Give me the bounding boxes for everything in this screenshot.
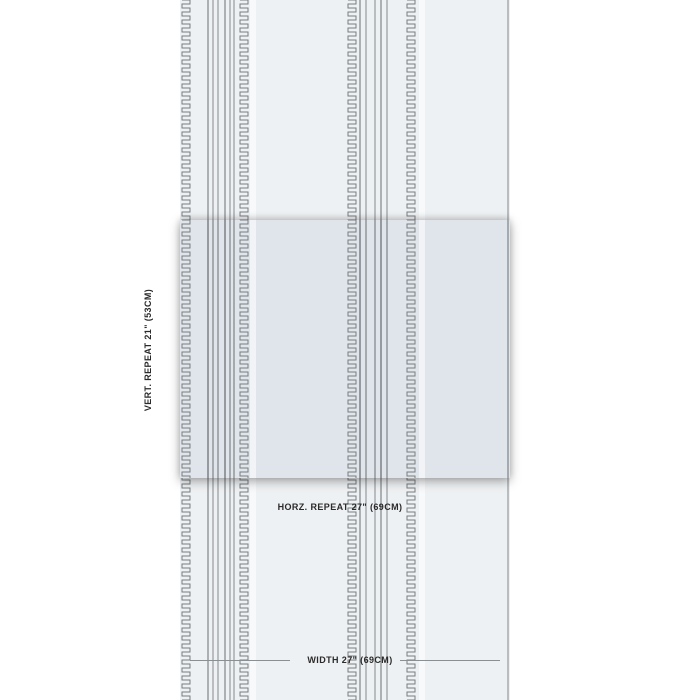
vertical-repeat-label: VERT. REPEAT 21" (53CM) <box>143 288 153 412</box>
width-guide-line-right <box>400 660 500 661</box>
width-label: WIDTH 27" (69CM) <box>307 655 393 665</box>
width-guide-line-left <box>190 660 290 661</box>
greek-key-border <box>348 220 356 478</box>
repeat-stripe-pattern <box>180 220 510 478</box>
pattern-repeat-panel <box>180 220 510 478</box>
greek-key-border <box>240 220 248 478</box>
light-band <box>419 220 425 478</box>
greek-key-border <box>407 220 415 478</box>
greek-key-border <box>182 220 190 478</box>
light-band <box>250 220 256 478</box>
horizontal-repeat-label: HORZ. REPEAT 27" (69CM) <box>277 502 403 512</box>
